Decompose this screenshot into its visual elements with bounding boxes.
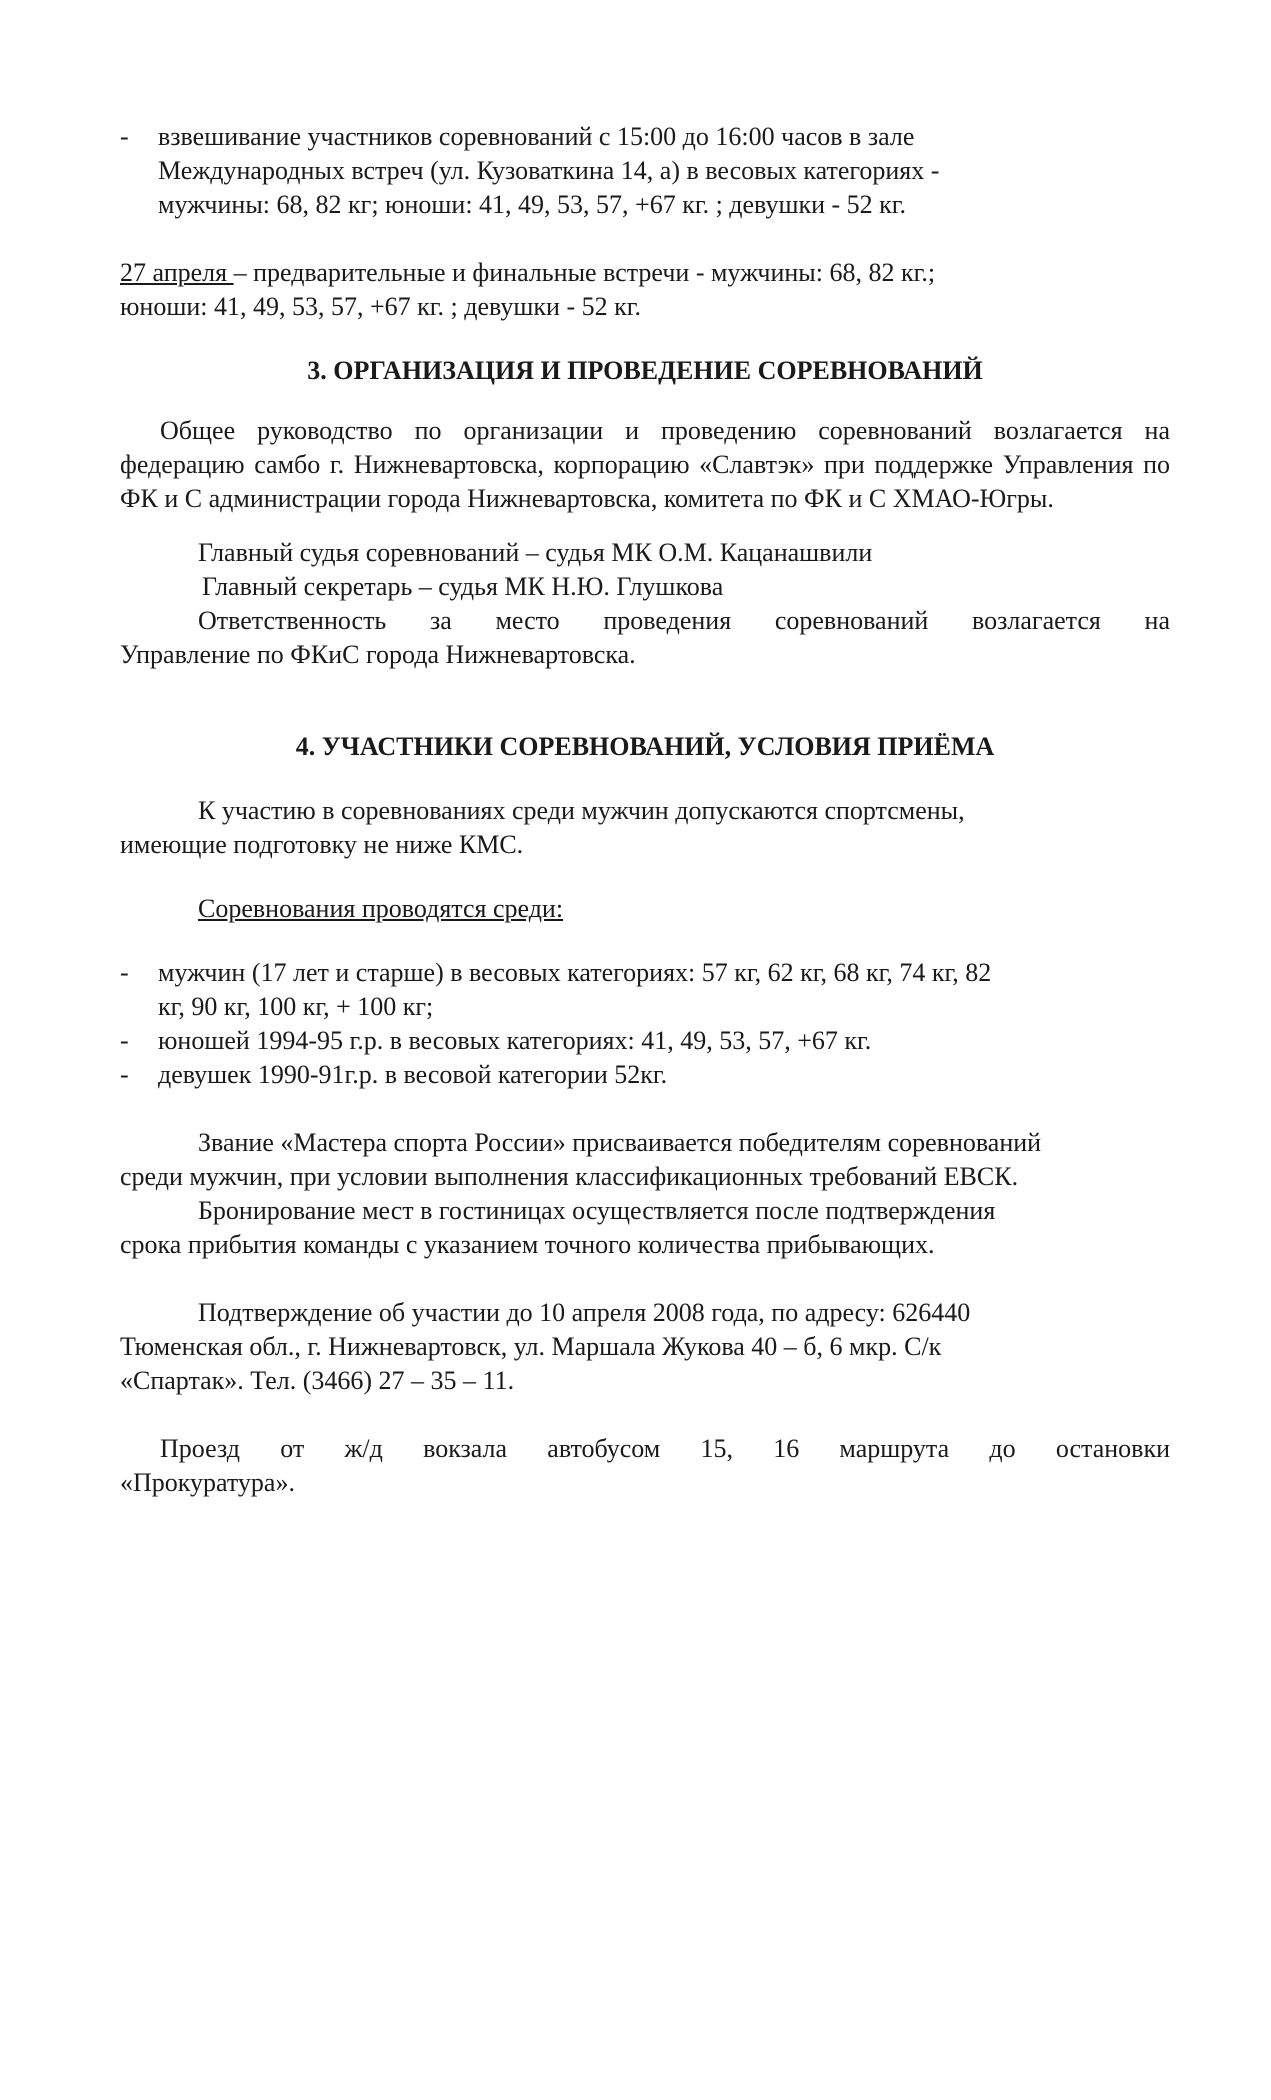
- bullet-dash: -: [120, 1060, 129, 1089]
- confirm-line-3: «Спартак». Тел. (3466) 27 – 35 – 11.: [120, 1366, 515, 1395]
- booking-line-1: Бронирование мест в гостиницах осуществляется после подтверждения: [198, 1196, 996, 1225]
- responsibility-line-2: Управление по ФКиС города Нижневартовска.: [120, 640, 636, 669]
- april27-date: 27 апреля: [120, 258, 234, 287]
- category-juniors-line-1: юношей 1994-95 г.р. в весовых категориях: 41, 49, 53, 57, +67 кг.: [158, 1026, 872, 1055]
- travel-line-1: Проезд от ж/д вокзала автобусом 15, 16 маршрута до остановки: [160, 1434, 1170, 1463]
- responsibility-line-1: Ответственность за место проведения соревнований возлагается на: [198, 606, 1170, 635]
- admission-line-1: К участию в соревнованиях среди мужчин допускаются спортсмены,: [198, 796, 965, 825]
- section-3-paragraph: Общее руководство по организации и проведению соревнований возлагается на федерацию самбо г. Нижневартовска, корпорацию «Славтэк» при поддержке Управления по ФК и С администрации города Нижневартовска, комитета по ФК и С ХМАО-Югры.: [120, 416, 1170, 513]
- title-line-1: Звание «Мастера спорта России» присваивается победителям соревнований: [198, 1128, 1042, 1157]
- april27-line-1: [120, 256, 1170, 290]
- category-item-men: [120, 956, 1170, 1024]
- held-among-label: Соревнования проводятся среди:: [198, 894, 564, 923]
- april27-line-2: юноши: 41, 49, 53, 57, +67 кг. ; девушки - 52 кг.: [120, 292, 641, 321]
- confirm-line-1: Подтверждение об участии до 10 апреля 2008 года, по адресу: 626440: [198, 1298, 971, 1327]
- weighin-item: [120, 120, 1170, 222]
- section-4-heading: 4. УЧАСТНИКИ СОРЕВНОВАНИЙ, УСЛОВИЯ ПРИЁМА: [295, 732, 995, 761]
- bullet-dash: -: [120, 958, 129, 987]
- section-3-heading: 3. ОРГАНИЗАЦИЯ И ПРОВЕДЕНИЕ СОРЕВНОВАНИЙ: [307, 356, 983, 385]
- weighin-line-1: взвешивание участников соревнований с 15:00 до 16:00 часов в зале: [158, 122, 915, 151]
- travel-line-2: «Прокуратура».: [120, 1468, 295, 1497]
- confirm-line-2: Тюменская обл., г. Нижневартовск, ул. Маршала Жукова 40 – б, 6 мкр. С/к: [120, 1332, 942, 1361]
- weighin-line-3: мужчины: 68, 82 кг; юноши: 41, 49, 53, 57, +67 кг. ; девушки - 52 кг.: [158, 190, 907, 219]
- april27-line-1-rest: – предварительные и финальные встречи - мужчины: 68, 82 кг.;: [233, 258, 936, 287]
- category-men-line-2: кг, 90 кг, 100 кг, + 100 кг;: [158, 992, 434, 1021]
- weighin-line-2: Международных встреч (ул. Кузоваткина 14, а) в весовых категориях -: [158, 156, 940, 185]
- booking-line-2: срока прибытия команды с указанием точного количества прибывающих.: [120, 1230, 935, 1259]
- chief-secretary: Главный секретарь – судья МК Н.Ю. Глушкова: [202, 572, 724, 601]
- category-girls-line-1: девушек 1990-91г.р. в весовой категории 52кг.: [158, 1060, 668, 1089]
- bullet-dash: -: [120, 1026, 129, 1055]
- category-item-girls: [120, 1058, 1170, 1092]
- document-body: [120, 120, 1170, 1500]
- category-item-juniors: [120, 1024, 1170, 1058]
- category-men-line-1: мужчин (17 лет и старше) в весовых категориях: 57 кг, 62 кг, 68 кг, 74 кг, 82: [158, 958, 992, 987]
- admission-line-2: имеющие подготовку не ниже КМС.: [120, 830, 524, 859]
- bullet-dash: -: [120, 122, 129, 151]
- chief-judge: Главный судья соревнований – судья МК О.М. Кацанашвили: [198, 538, 873, 567]
- title-line-2: среди мужчин, при условии выполнения классификационных требований ЕВСК.: [120, 1162, 1019, 1191]
